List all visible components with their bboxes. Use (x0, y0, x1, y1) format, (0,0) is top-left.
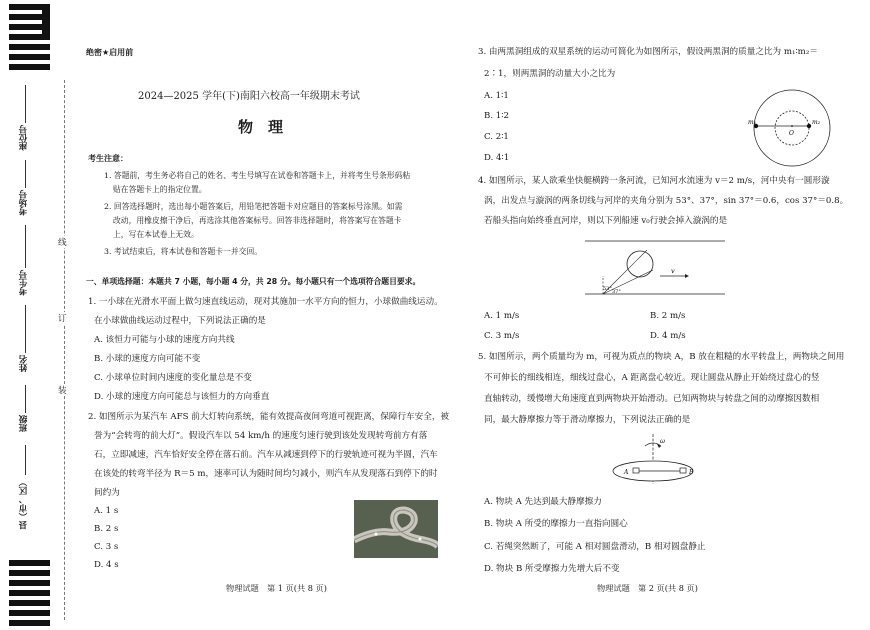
center-label: O (789, 130, 794, 137)
confidential-mark: 绝密★启用前 (86, 48, 134, 57)
page-1-footer: 物理试题 第 1 页(共 8 页) (226, 583, 327, 593)
notice-line: 上，写在本试卷上无效。 (113, 230, 199, 239)
turntable-figure (610, 432, 700, 486)
binding-bar (9, 570, 50, 576)
road-photo (354, 500, 438, 558)
q2-option-c: C. 3 s (94, 542, 119, 552)
notice-line: 改动，用橡皮擦干净后，再选涂其他答案标号。回答非选择题时，将答案写在答题卡 (113, 216, 402, 225)
cut-mark-bind: 订 (58, 314, 67, 324)
q5-stem: 5. 如图所示，两个质量均为 m，可视为质点的物块 A，B 放在粗糙的水平转盘上，两物块之间用 (478, 352, 845, 362)
q5-stem: 同，最大静摩擦力等于滑动摩擦力，下列说法正确的是 (484, 415, 691, 425)
q4-stem: 若船头指向始终垂直河岸，则以下列船速 v₀行驶会掉入漩涡的是 (484, 216, 728, 226)
q3-option-d: D. 4∶1 (484, 153, 510, 163)
binding-bar (9, 560, 50, 566)
q2-option-d: D. 4 s (94, 560, 119, 570)
q2-stem: 2. 如图所示为某汽车 AFS 前大灯转向系统，能有效提高夜间弯道可视距离，保障行车安全，被 (88, 412, 450, 422)
cut-mark-install: 装 (58, 386, 67, 396)
q4-option-c: C. 3 m/s (484, 331, 520, 341)
q1-stem: 在小球做曲线运动过程中，下列说法正确的是 (94, 316, 266, 326)
omega-label: ω (660, 438, 665, 445)
q5-option-b: B. 物块 A 所受的摩擦力一直指向圆心 (484, 519, 628, 529)
county-label: 县（市、区） (19, 478, 29, 530)
q1-option-c: C. 小球单位时间内速度的变化量总是不变 (94, 373, 252, 383)
q1-option-d: D. 小球的速度方向可能总与该恒力的方向垂直 (94, 392, 270, 402)
q5-option-a: A. 物块 A 先达到最大静摩擦力 (484, 497, 602, 507)
name-label: 姓名 (19, 355, 29, 373)
q1-option-a: A. 该恒力可能与小球的速度方向共线 (94, 335, 235, 345)
q5-stem: 不可伸长的细线相连，细线过盘心，A 距离盘心较近。现让圆盘从静止开始绕过盘心的竖 (484, 373, 820, 383)
block-a-label: A (624, 469, 629, 476)
angle-37-label: 37° (612, 289, 621, 295)
section-title: 一、单项选择题：本题共 7 小题，每小题 4 分，共 28 分。每小题只有一个选项符合题目要求。 (86, 277, 421, 286)
notice-line: 2. 回答选择题时，选出每小题答案后，用铅笔把答题卡对应题目的答案标号涂黑。如需 (104, 202, 403, 211)
candidate-number-line (25, 225, 26, 268)
binary-star-figure (748, 86, 832, 170)
name-line (25, 305, 26, 353)
exam-title: 2024—2025 学年(下)南阳六校高一年级期末考试 (138, 91, 360, 102)
binding-bar (9, 580, 50, 586)
class-line (25, 385, 26, 413)
q1-stem: 1. 一小球在光滑水平面上做匀速直线运动，现对其施加一水平方向的恒力，小球做曲线运动。 (88, 297, 443, 307)
q4-option-a: A. 1 m/s (484, 311, 520, 321)
q2-stem: 在该处的转弯半径为 R＝5 m，速率可认为随时间均匀减小，则汽车从发现落石到停下的时 (94, 469, 438, 479)
q4-stem: 涡，出发点与漩涡的两条切线与河岸的夹角分别为 53°、37°，sin 37°＝0.6，cos 37°＝0.8。 (484, 196, 849, 206)
cut-mark-line: 线 (58, 238, 67, 248)
m2-label: m₂ (812, 119, 821, 126)
q3-stem: 2∶1，则两黑洞的动量大小之比为 (484, 69, 616, 79)
q2-stem: 石，立即减速，汽车恰好安全停在落石前。汽车从减速到停下的行驶轨迹可视为半圆，汽车 (94, 450, 438, 460)
cut-line (64, 80, 65, 620)
q3-option-b: B. 1∶2 (484, 111, 509, 121)
seat-number-label: 座位号 (19, 125, 29, 151)
seat-number-line (25, 85, 26, 123)
candidate-number-label: 考生号 (19, 270, 29, 296)
q4-stem: 4. 如图所示，某人欲乘坐快艇横跨一条河流，已知河水流速为 v＝2 m/s，河中央有一圆形漩 (478, 176, 830, 186)
page-2-footer: 物理试题 第 2 页(共 8 页) (597, 583, 698, 593)
q3-option-a: A. 1∶1 (484, 91, 509, 101)
binding-bar (9, 610, 50, 616)
binding-bar (9, 54, 50, 60)
q5-stem: 直轴转动，缓慢增大角速度直到两物块开始滑动。已知两物块与转盘之间的动摩擦因数相 (484, 394, 820, 404)
binding-bar (9, 34, 50, 40)
q2-stem: 誉为“会转弯的前大灯”。假设汽车以 54 km/h 的速度匀速行驶到该处发现转弯前方有落 (94, 431, 428, 441)
notice-title: 考生注意： (88, 154, 128, 163)
q2-stem: 间约为 (94, 488, 120, 498)
subject-title: 物 理 (238, 118, 284, 136)
q4-option-d: D. 4 m/s (650, 331, 686, 341)
q3-option-c: C. 2∶1 (484, 132, 509, 142)
binding-bar (9, 620, 50, 626)
exam-room-line (25, 160, 26, 188)
county-line (25, 445, 26, 475)
m1-label: m₁ (748, 119, 757, 126)
binding-bar (9, 600, 50, 606)
river-vortex-figure (585, 236, 725, 300)
notice-line: 3. 考试结束后，将本试卷和答题卡一并交回。 (104, 247, 263, 256)
binding-bar (9, 64, 50, 70)
binding-bar (9, 44, 50, 50)
binding-block (42, 4, 50, 34)
class-label: 班级 (19, 415, 29, 433)
exam-room-label: 考场号 (19, 190, 29, 216)
notice-line: 1. 答题前，考生务必将自己的姓名、考生号填写在试卷和答题卡上，并将考生号条形码粘 (104, 171, 411, 180)
angle-53-label: 53° (603, 286, 612, 292)
q5-option-d: D. 物块 B 所受摩擦力先增大后不变 (484, 564, 620, 574)
block-b-label: B (689, 469, 694, 476)
binding-bar (9, 590, 50, 596)
q2-option-a: A. 1 s (94, 506, 119, 516)
q4-option-b: B. 2 m/s (650, 311, 686, 321)
q3-stem: 3. 由两黑洞组成的双星系统的运动可简化为如图所示，假设两黑洞的质量之比为 m₁∶m₂＝ (478, 47, 818, 57)
q1-option-b: B. 小球的速度方向可能不变 (94, 354, 201, 364)
q5-option-c: C. 若绳突然断了，可能 A 相对圆盘滑动，B 相对圆盘静止 (484, 542, 706, 552)
notice-line: 贴在答题卡上的指定位置。 (113, 185, 207, 194)
flow-speed-label: v (671, 267, 675, 275)
q2-option-b: B. 2 s (94, 524, 119, 534)
